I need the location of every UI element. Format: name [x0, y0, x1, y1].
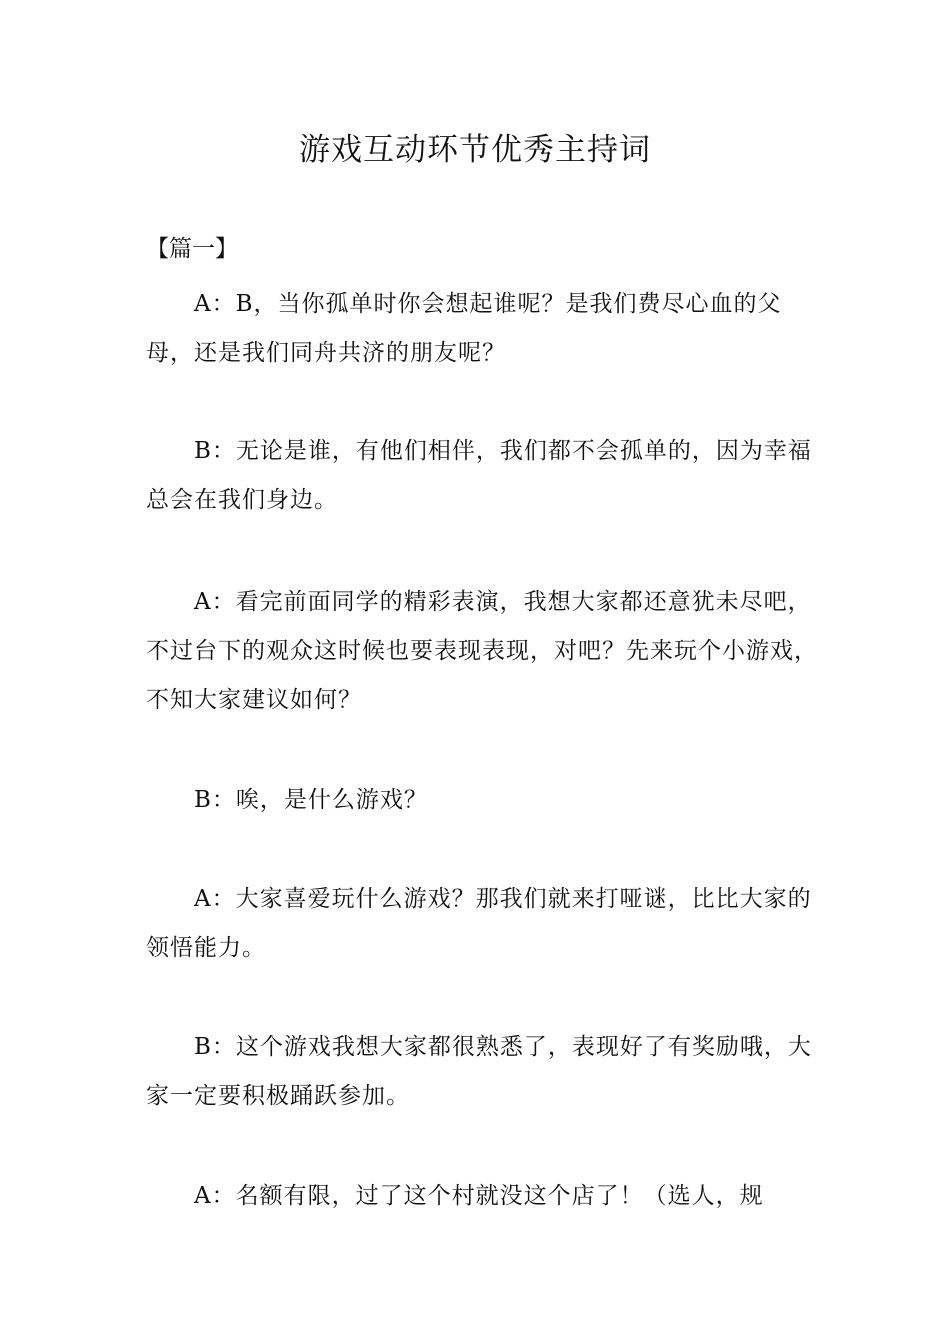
dialogue-paragraph: A：名额有限，过了这个村就没这个店了！（选人，规 — [194, 1183, 764, 1209]
dialogue-paragraph: A：B，当你孤单时你会想起谁呢？是我们费尽心血的父母，还是我们同舟共济的朋友呢？ — [146, 291, 782, 366]
dialogue-paragraph: A：看完前面同学的精彩表演，我想大家都还意犹未尽吧，不过台下的观众这时候也要表现表现，对吧？先来玩个小游戏，不知大家建议如何？ — [146, 589, 818, 713]
dialogue-paragraph: B：这个游戏我想大家都很熟悉了，表现好了有奖励哦，大家一定要积极踊跃参加。 — [146, 1034, 812, 1109]
dialogue-paragraph: B：无论是谁，有他们相伴，我们都不会孤单的，因为幸福总会在我们身边。 — [146, 438, 812, 513]
dialogue-paragraph: A：大家喜爱玩什么游戏？那我们就来打哑谜，比比大家的领悟能力。 — [146, 886, 812, 961]
section-label: 【篇一】 — [146, 236, 238, 262]
dialogue-paragraph: B：唉，是什么游戏？ — [194, 787, 428, 813]
document-title: 游戏互动环节优秀主持词 — [299, 132, 651, 168]
